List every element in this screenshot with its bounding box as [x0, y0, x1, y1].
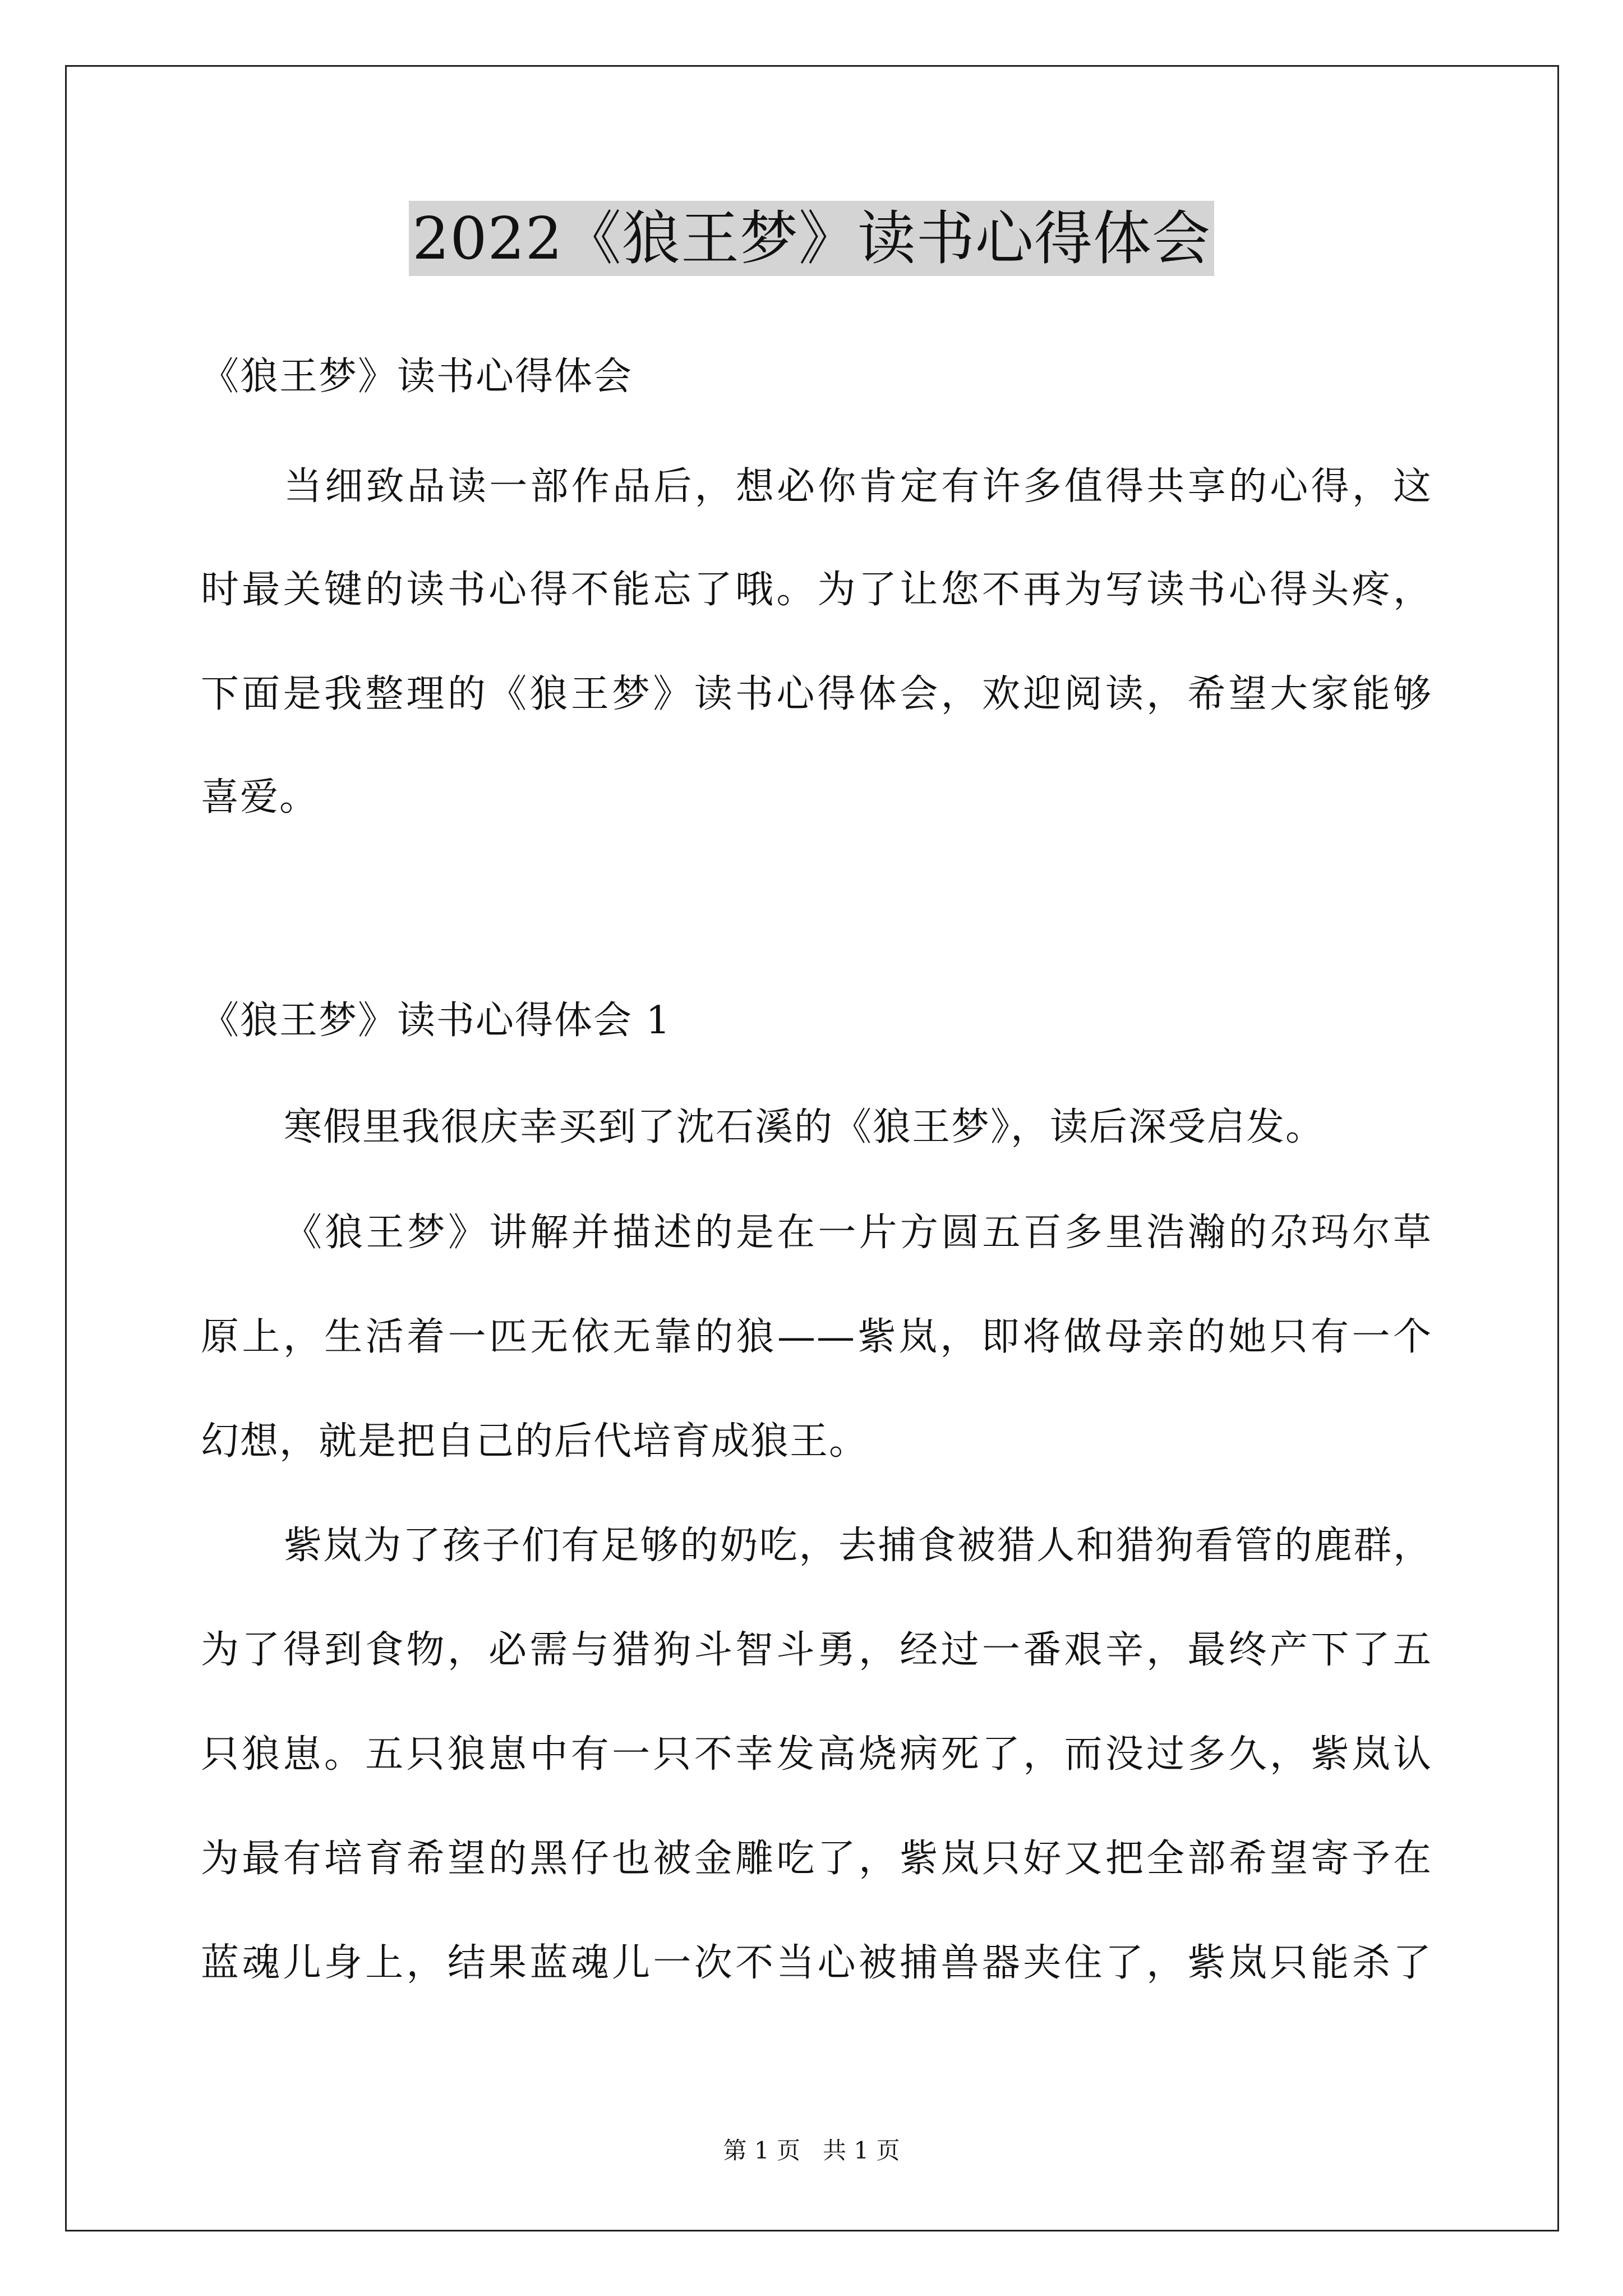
section-line-7: 只狼崽。五只狼崽中有一只不幸发高烧病死了，而没过多久，紫岚认 [201, 1732, 1432, 1777]
document-title: 2022《狼王梦》读书心得体会 [409, 201, 1214, 276]
section-line-8: 为最有培育希望的黑仔也被金雕吃了，紫岚只好又把全部希望寄予在 [201, 1837, 1432, 1881]
section-line-5: 紫岚为了孩子们有足够的奶吃，去捕食被猎人和猎狗看管的鹿群， [284, 1524, 1432, 1568]
title-container [0, 201, 1623, 276]
section-line-1: 寒假里我很庆幸买到了沈石溪的《狼王梦》，读后深受启发。 [284, 1105, 1325, 1149]
section-line-9: 蓝魂儿身上，结果蓝魂儿一次不当心被捕兽器夹住了，紫岚只能杀了 [201, 1941, 1432, 1985]
section-line-6: 为了得到食物，必需与猎狗斗智斗勇，经过一番艰辛，最终产下了五 [201, 1628, 1432, 1672]
intro-line-4: 喜爱。 [201, 775, 319, 820]
intro-line-1: 当细致品读一部作品后，想必你肯定有许多值得共享的心得，这 [284, 464, 1432, 509]
intro-line-3: 下面是我整理的《狼王梦》读书心得体会，欢迎阅读，希望大家能够 [201, 672, 1432, 716]
section-line-3: 原上，生活着一匹无依无靠的狼——紫岚，即将做母亲的她只有一个 [201, 1315, 1432, 1359]
document-subtitle: 《狼王梦》读书心得体会 [201, 355, 633, 399]
page-footer: 第 1 页 共 1 页 [723, 2137, 900, 2164]
section-line-2: 《狼王梦》讲解并描述的是在一片方圆五百多里浩瀚的尕玛尔草 [284, 1211, 1432, 1255]
intro-line-2: 时最关键的读书心得不能忘了哦。为了让您不再为写读书心得头疼， [201, 568, 1432, 612]
section-line-4: 幻想，就是把自己的后代培育成狼王。 [201, 1419, 869, 1464]
section-heading: 《狼王梦》读书心得体会 1 [201, 999, 671, 1043]
